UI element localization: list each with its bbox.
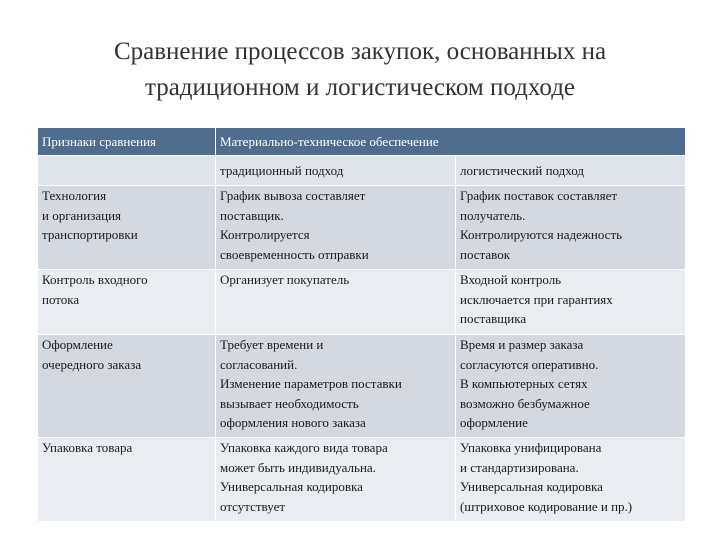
- header-criteria: Признаки сравнения: [38, 128, 216, 156]
- cell-logistic-text: Время и размер заказа согласуются оперативно. В компьютерных сетях возможно безбумажное оформление: [460, 337, 599, 430]
- table-subheader-row: [38, 156, 686, 186]
- cell-criterion-text: Контроль входного потока: [42, 272, 148, 307]
- cell-traditional-text: График вывоза составляет поставщик. Контролируется своевременность отправки: [220, 188, 369, 262]
- header-group: Материально-техническое обеспечение: [216, 128, 686, 156]
- cell-logistic: [456, 270, 686, 335]
- table-row: [38, 335, 686, 438]
- page-title: [40, 34, 680, 106]
- cell-traditional: [216, 335, 456, 438]
- cell-logistic: [456, 186, 686, 270]
- cell-traditional: [216, 270, 456, 335]
- table-row: [38, 270, 686, 335]
- cell-logistic-text: Упаковка унифицирована и стандартизирована. Универсальная кодировка (штриховое кодирование и пр.): [460, 440, 633, 514]
- table-header-row: [38, 128, 686, 156]
- cell-criterion-text: Технология и организация транспортировки: [42, 188, 138, 242]
- cell-traditional-text: Требует времени и согласований. Изменение параметров поставки вызывает необходимость оформления нового заказа: [220, 337, 402, 430]
- table-row: [38, 438, 686, 522]
- cell-traditional: [216, 438, 456, 522]
- comparison-table: [37, 127, 686, 522]
- cell-criterion: [38, 438, 216, 522]
- cell-criterion-text: Оформление очередного заказа: [42, 337, 142, 372]
- title-line-1: Сравнение процессов закупок, основанных на: [113, 38, 607, 65]
- cell-criterion: [38, 335, 216, 438]
- cell-criterion: [38, 186, 216, 270]
- cell-traditional: [216, 186, 456, 270]
- cell-logistic-text: Входной контроль исключается при гарантиях поставщика: [460, 272, 613, 326]
- subheader-traditional: традиционный подход: [216, 156, 456, 186]
- table-row: [38, 186, 686, 270]
- cell-logistic: [456, 335, 686, 438]
- title-line-2: традиционном и логистическом подходе: [144, 74, 576, 101]
- subheader-logistic: логистический подход: [456, 156, 686, 186]
- subheader-empty: [38, 156, 216, 186]
- cell-logistic-text: График поставок составляет получатель. Контролируются надежность поставок: [460, 188, 623, 262]
- cell-criterion: [38, 270, 216, 335]
- cell-logistic: [456, 438, 686, 522]
- cell-traditional-text: Организует покупатель: [220, 272, 350, 287]
- cell-traditional-text: Упаковка каждого вида товара может быть индивидуальна. Универсальная кодировка отсутствует: [220, 440, 388, 514]
- cell-criterion-text: Упаковка товара: [42, 440, 133, 455]
